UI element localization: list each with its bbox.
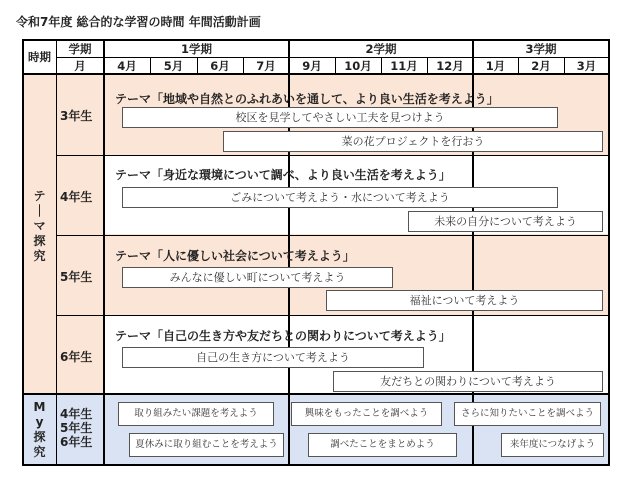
grid-line: [56, 40, 57, 465]
my-activity: 来年度につなげよう: [501, 433, 604, 457]
my-activity: さらに知りたいことを調べよう: [454, 402, 601, 426]
header-jiki: 時期: [23, 40, 56, 74]
header-term-1: 1学期: [104, 40, 289, 57]
grid-line: [56, 235, 609, 236]
grid-line: [608, 39, 610, 466]
grid-line: [197, 57, 198, 74]
header-month: 9月: [289, 57, 335, 74]
label-char: マ: [33, 219, 46, 233]
header-month: 1月: [473, 57, 518, 74]
grade-5-label: 5年生: [60, 270, 93, 284]
my-section-label: [23, 400, 56, 460]
grid-line: [427, 57, 428, 74]
grid-line: [518, 57, 519, 74]
my-activity: 興味をもったことを調べよう: [291, 402, 442, 426]
grid-line: [22, 393, 610, 395]
grid-line: [22, 464, 610, 466]
grid-line: [56, 57, 609, 58]
my-grades-label: [60, 407, 92, 449]
theme-section-label: [23, 189, 56, 264]
activity-bar: 未来の自分について考えよう: [408, 211, 603, 232]
label-char: M: [33, 400, 46, 414]
activity-bar: 友だちとの関わりについて考えよう: [333, 371, 603, 392]
header-month: 4月: [104, 57, 150, 74]
grade-3-label: 3年生: [60, 109, 93, 123]
my-grade: 5年生: [60, 421, 93, 435]
header-month: 11月: [381, 57, 427, 74]
grade-6-label: 6年生: [60, 350, 93, 364]
grid-line: [22, 39, 24, 466]
activity-bar: 福祉について考えよう: [326, 290, 603, 311]
theme-text: テーマ「自己の生き方や友だちとの関わりについて考えよう」: [115, 329, 451, 343]
grid-line: [150, 57, 151, 74]
header-month: 2月: [518, 57, 564, 74]
my-activity: 取り組みたい課題を考えよう: [118, 402, 274, 426]
theme-text: テーマ「地域や自然とのふれあいを通して、より良い生活を考えよう」: [115, 92, 499, 106]
grid-line: [243, 57, 244, 74]
header-month: 3月: [564, 57, 609, 74]
label-char: 究: [33, 445, 46, 459]
grid-line: [564, 57, 565, 74]
my-activity: 夏休みに取り組むことを考えよう: [129, 433, 284, 457]
grid-line: [22, 39, 610, 41]
theme-text: テーマ「身近な環境について調べ、より良い生活を考えよう」: [115, 168, 451, 182]
my-section-text: [23, 400, 56, 460]
label-char: 探: [33, 234, 46, 248]
theme-text: テーマ「人に優しい社会について考えよう」: [115, 249, 355, 263]
header-term-3: 3学期: [473, 40, 609, 57]
header-month: 7月: [243, 57, 289, 74]
header-gakki: 学期: [56, 40, 104, 57]
my-grade: 6年生: [60, 435, 93, 449]
page-title: 令和7年度 総合的な学習の時間 年間活動計画: [16, 15, 261, 29]
activity-bar: 菜の花プロジェクトを行おう: [223, 131, 603, 152]
label-char: ｜: [33, 204, 46, 218]
grid-line: [22, 73, 610, 75]
grid-line: [381, 57, 382, 74]
activity-bar: みんなに優しい町について考えよう: [122, 267, 393, 288]
grid-line: [335, 57, 336, 74]
grid-line: [56, 155, 609, 156]
grade-4-label: 4年生: [60, 190, 93, 204]
grid-line: [56, 315, 609, 316]
activity-bar: ごみについて考えよう・水について考えよう: [122, 187, 558, 208]
activity-bar: 自己の生き方について考えよう: [122, 347, 424, 368]
theme-section-text: [23, 189, 56, 264]
header-month: 10月: [335, 57, 381, 74]
header-tsuki: 月: [56, 57, 104, 74]
my-activity: 調べたことをまとめよう: [308, 433, 457, 457]
activity-bar: 校区を見学してやさしい工夫を見つけよう: [122, 107, 558, 128]
header-month: 5月: [150, 57, 197, 74]
header-month: 12月: [427, 57, 473, 74]
label-char: y: [35, 415, 44, 429]
label-char: 究: [33, 249, 46, 263]
header-term-2: 2学期: [289, 40, 473, 57]
grid-line: [103, 40, 105, 465]
label-char: テ: [33, 189, 46, 203]
label-char: 探: [33, 430, 46, 444]
my-grade: 4年生: [60, 407, 93, 421]
header-month: 6月: [197, 57, 243, 74]
